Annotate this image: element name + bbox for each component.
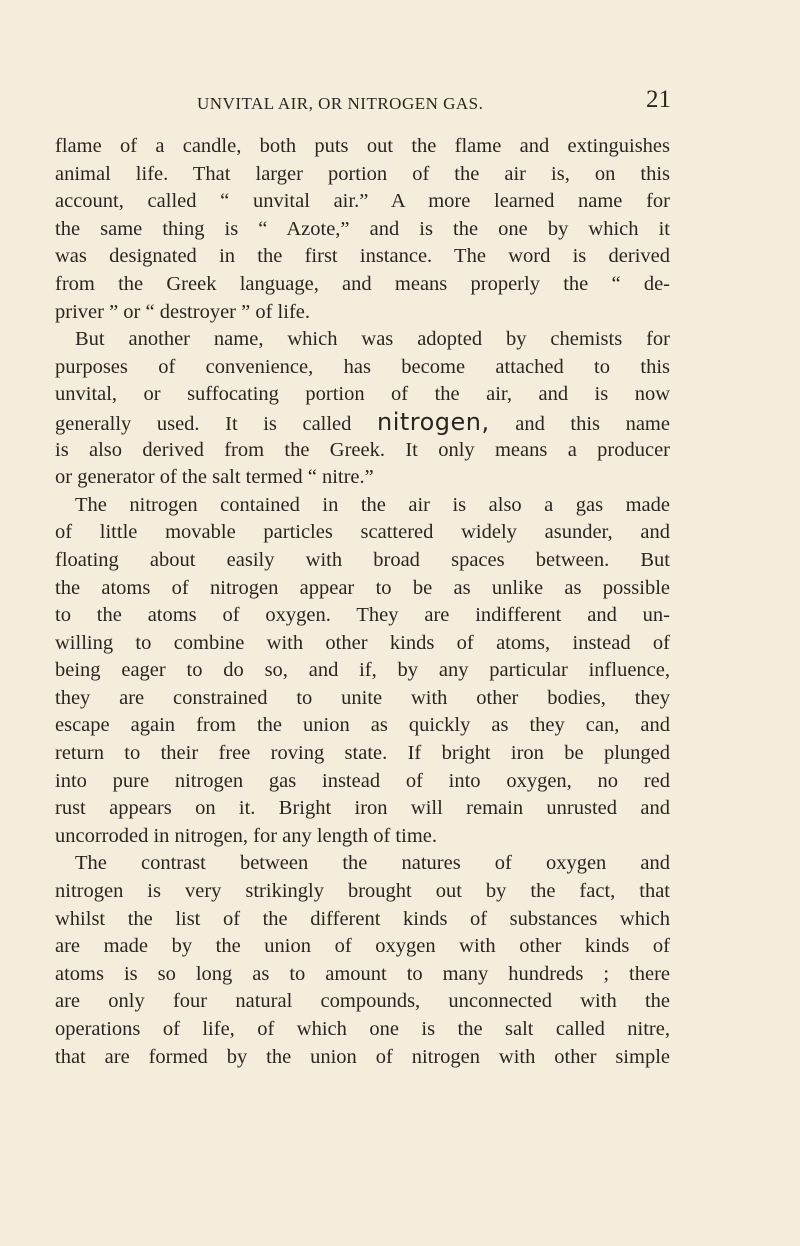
text-line: was designated in the first instance. The word is derived — [55, 245, 670, 268]
text-fragment: and this name — [489, 412, 670, 435]
running-title: UNVITAL AIR, OR NITROGEN GAS. — [197, 94, 484, 113]
text-line: atoms is so long as to amount to many hundreds ; there — [55, 962, 670, 985]
text-line: nitrogen is very strikingly brought out by the fact, that — [55, 880, 670, 903]
text-line: to the atoms of oxygen. They are indifferent and un- — [55, 604, 670, 627]
text-line: uncorroded in nitrogen, for any length of time. — [55, 824, 437, 847]
text-line — [55, 409, 670, 437]
page-number: 21 — [646, 86, 671, 113]
text-line: The nitrogen contained in the air is also a gas made — [75, 493, 670, 516]
emphasized-term: nitrogen, — [376, 407, 490, 436]
body-text — [55, 133, 670, 1071]
text-line: into pure nitrogen gas instead of into oxygen, no red — [55, 769, 670, 792]
text-line: But another name, which was adopted by chemists for — [75, 328, 670, 351]
text-line: flame of a candle, both puts out the flame and extinguishes — [55, 135, 670, 157]
text-line: the same thing is “ Azote,” and is the one by which it — [55, 217, 670, 240]
text-line: are only four natural compounds, unconnected with the — [55, 990, 670, 1013]
text-fragment: generally used. It is called — [55, 412, 377, 435]
text-line: whilst the list of the different kinds of substances which — [55, 907, 670, 930]
text-line: purposes of convenience, has become attached to this — [55, 355, 670, 378]
text-line: are made by the union of oxygen with other kinds of — [55, 935, 670, 958]
text-line: return to their free roving state. If bright iron be plunged — [55, 742, 670, 765]
text-line: account, called “ unvital air.” A more learned name for — [55, 190, 670, 213]
text-line: floating about easily with broad spaces between. But — [55, 548, 670, 571]
text-line: the atoms of nitrogen appear to be as unlike as possible — [55, 576, 670, 599]
text-line: animal life. That larger portion of the air is, on this — [55, 162, 670, 185]
text-line: or generator of the salt termed “ nitre.” — [55, 466, 374, 489]
text-line: willing to combine with other kinds of atoms, instead of — [55, 631, 670, 654]
text-line: escape again from the union as quickly as they can, and — [55, 714, 670, 737]
text-line: rust appears on it. Bright iron will remain unrusted and — [55, 797, 670, 820]
text-line: being eager to do so, and if, by any particular influence, — [55, 659, 670, 682]
text-line: priver ” or “ destroyer ” of life. — [55, 300, 310, 323]
text-line: operations of life, of which one is the salt called nitre, — [55, 1018, 670, 1040]
text-line: they are constrained to unite with other bodies, they — [55, 686, 670, 709]
text-line: of little movable particles scattered widely asunder, and — [55, 521, 670, 544]
text-line: from the Greek language, and means properly the “ de- — [55, 272, 670, 295]
text-line: is also derived from the Greek. It only means a producer — [55, 438, 670, 461]
text-line: that are formed by the union of nitrogen with other simple — [55, 1045, 670, 1068]
running-head — [0, 86, 800, 126]
text-line: The contrast between the natures of oxygen and — [75, 852, 670, 875]
text-line: unvital, or suffocating portion of the air, and is now — [55, 383, 670, 406]
